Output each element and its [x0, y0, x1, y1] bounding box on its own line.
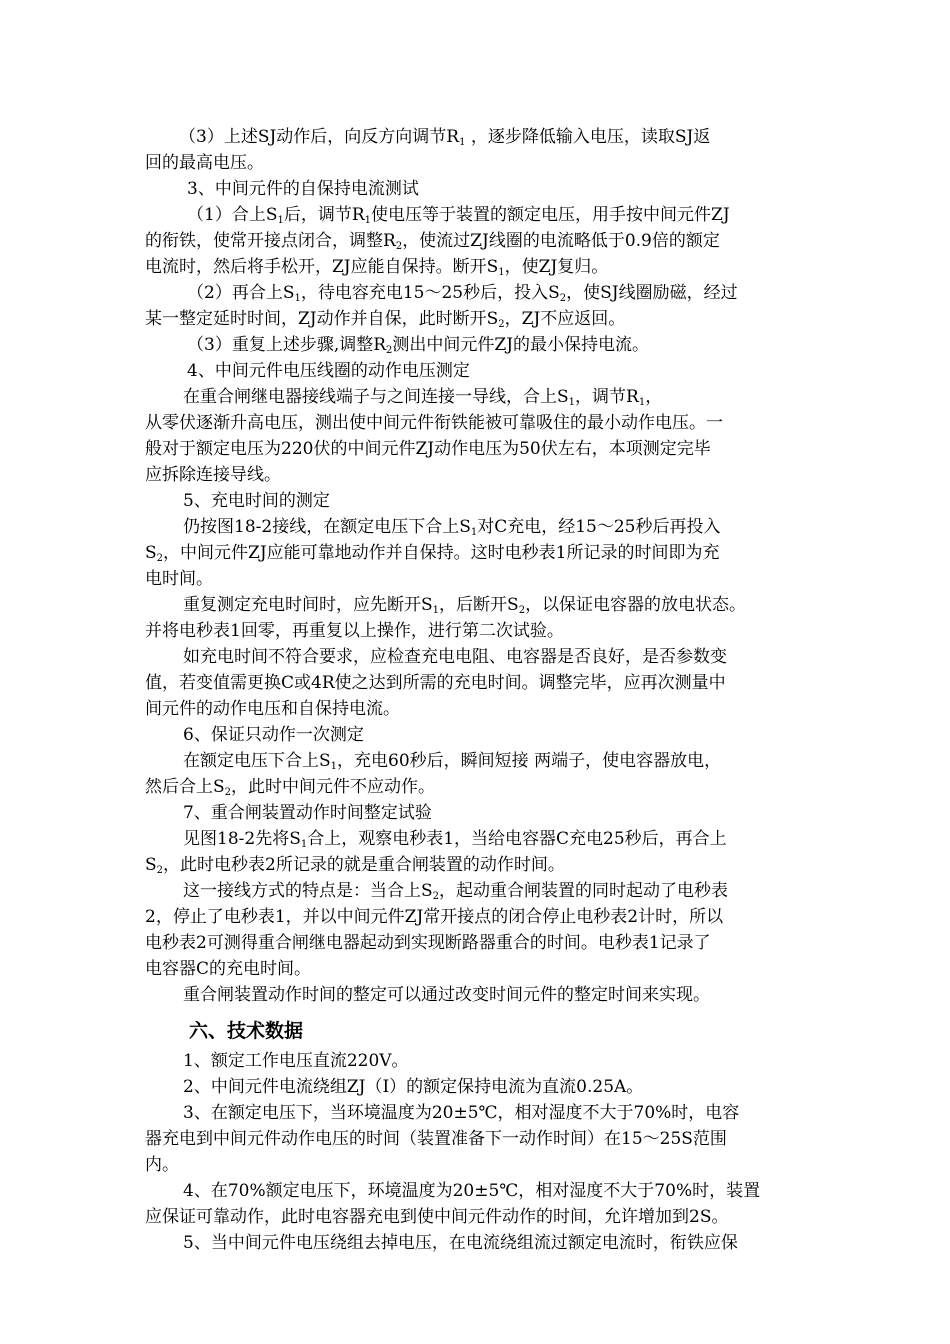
- text: 这一接线方式的特点是：当合上S: [183, 881, 433, 901]
- paragraph-line: [145, 202, 810, 228]
- subscript: 1: [300, 839, 308, 850]
- text: 重复测定充电时间时，应先断开S: [183, 595, 433, 615]
- paragraph-line: [145, 540, 810, 566]
- paragraph-line: 电秒表2可测得重合闸继电器起动到实现断路器重合的时间。电秒表1记录了: [145, 933, 711, 953]
- subscript: 1: [330, 761, 338, 772]
- paragraph-line: [145, 826, 810, 852]
- text: 测出中间元件ZJ的最小保持电流。: [392, 335, 650, 355]
- paragraph-line: 般对于额定电压为220伏的中间元件ZJ动作电压为50伏左右，本项测定完毕: [145, 439, 711, 459]
- text: ，起动重合闸装置的同时起动了电秒表: [439, 881, 729, 901]
- paragraph-line: [145, 150, 810, 176]
- text: ，中间元件ZJ应能可靠地动作并自保持。这时电秒表1所记录的时间即为充: [163, 543, 720, 563]
- subscript: 1: [294, 293, 301, 304]
- text: 某一整定延时时间，ZJ动作并自保，此时断开S: [145, 309, 499, 329]
- item-7-title: 7、重合闸装置动作时间整定试验: [183, 803, 432, 823]
- paragraph-line: [145, 514, 810, 540]
- subscript: 2: [518, 605, 526, 616]
- text: （3）上述SJ动作后，向反方向调节R: [179, 127, 460, 147]
- text: 见图18-2先将S: [183, 829, 301, 849]
- subscript: 1: [364, 215, 372, 226]
- text: 使电压等于装置的额定电压，用手按中间元件ZJ: [371, 205, 730, 225]
- text: 然后合上S: [145, 777, 225, 797]
- text: ，逐步降低输入电压，读取SJ返: [465, 127, 711, 147]
- paragraph-line: 器充电到中间元件动作电压的时间（装置准备下一动作时间）在15～25S范围: [145, 1129, 727, 1149]
- item-5-title: 5、充电时间的测定: [183, 491, 330, 511]
- text: 在额定电压下合上S: [183, 751, 331, 771]
- subscript: 2: [432, 891, 440, 902]
- subscript: 2: [156, 865, 164, 876]
- text: S: [145, 543, 157, 563]
- tech-item-3: 3、在额定电压下，当环境温度为20±5℃，相对湿度不大于70%时，电容: [183, 1103, 740, 1123]
- tech-item-5: 5、当中间元件电压绕组去掉电压，在电流绕组流过额定电流时，衔铁应保: [183, 1233, 738, 1253]
- paragraph-line: 间元件的动作电压和自保持电流。: [145, 699, 400, 719]
- subscript: 1: [432, 605, 440, 616]
- text: 后，调节R: [283, 205, 365, 225]
- section-6-heading: 六、技术数据: [189, 1020, 304, 1042]
- paragraph-line: 应保证可靠动作，此时电容器充电到使中间元件动作的时间，允许增加到2S。: [145, 1207, 729, 1227]
- subscript: 1: [568, 397, 576, 408]
- paragraph-line: [145, 592, 810, 618]
- text: （3）重复上述步骤,调整R: [187, 335, 387, 355]
- text: （2）再合上S: [187, 283, 295, 303]
- text: 仍按图18-2接线，在额定电压下合上S: [183, 517, 471, 537]
- text: 合上，观察电秒表1，当给电容器C充电25秒后，再合上: [307, 829, 727, 849]
- text: S: [145, 855, 157, 875]
- item-6-title: 6、保证只动作一次测定: [183, 725, 364, 745]
- paragraph-line: 从零伏逐渐升高电压，测出使中间元件衔铁能被可靠吸住的最小动作电压。一: [145, 413, 723, 433]
- text: ，充电60秒后，瞬间短接 两端子，使电容器放电，: [337, 751, 722, 771]
- subscript: 2: [156, 553, 164, 564]
- text: ，调节R: [575, 387, 639, 407]
- tech-item-2: 2、中间元件电流绕组ZJ（I）的额定保持电流为直流0.25A。: [183, 1077, 644, 1097]
- text: ，后断开S: [439, 595, 519, 615]
- subscript: 1: [638, 397, 646, 408]
- subscript: 2: [386, 345, 393, 356]
- tech-item-1: 1、额定工作电压直流220V。: [183, 1051, 409, 1071]
- text: （1）合上S: [187, 205, 278, 225]
- paragraph-line: [145, 332, 810, 358]
- text: ，使流过ZJ线圈的电流略低于0.9倍的额定: [402, 231, 720, 251]
- paragraph-line: [145, 280, 810, 306]
- paragraph-line: [145, 748, 810, 774]
- paragraph-line: 内。: [145, 1155, 179, 1175]
- subscript: 2: [224, 787, 232, 798]
- paragraph-line: 重合闸装置动作时间的整定可以通过改变时间元件的整定时间来实现。: [183, 985, 710, 1005]
- text: ，待电容充电15～25秒后，投入S: [300, 283, 560, 303]
- text: ，此时电秒表2所记录的就是重合闸装置的动作时间。: [163, 855, 565, 875]
- paragraph-line: 值，若变值需更换C或4R使之达到所需的充电时间。调整完毕，应再次测量中: [145, 673, 726, 693]
- text: ，: [645, 387, 663, 407]
- text: ，此时中间元件不应动作。: [231, 777, 436, 797]
- text: 的衔铁，使常开接点闭合，调整R: [145, 231, 396, 251]
- text: 在重合闸继电器接线端子与之间连接一导线，合上S: [183, 387, 569, 407]
- document-page: [145, 124, 810, 1256]
- item-3-title: 3、中间元件的自保持电流测试: [187, 179, 419, 199]
- subscript: 2: [498, 319, 505, 330]
- text: ，使ZJ复归。: [504, 257, 609, 277]
- subscript: 1: [459, 137, 466, 148]
- paragraph-line: [145, 124, 810, 150]
- paragraph-line: [145, 878, 810, 904]
- paragraph-line: 应拆除连接导线。: [145, 465, 281, 485]
- paragraph-line: [145, 384, 810, 410]
- text: ，使SJ线圈励磁，经过: [566, 283, 738, 303]
- paragraph-line: [145, 306, 810, 332]
- text: ，ZJ不应返回。: [504, 309, 626, 329]
- item-4-title: 4、中间元件电压线圈的动作电压测定: [187, 361, 470, 381]
- paragraph-line: 2，停止了电秒表1，并以中间元件ZJ常开接点的闭合停止电秒表2计时，所以: [145, 907, 724, 927]
- subscript: 2: [559, 293, 567, 304]
- paragraph-line: [145, 228, 810, 254]
- paragraph-line: [145, 774, 810, 800]
- paragraph-line: 电时间。: [145, 569, 213, 589]
- text: 回的最高电压。: [145, 153, 264, 173]
- subscript: 2: [395, 241, 403, 252]
- text: ，以保证电容器的放电状态。: [525, 595, 747, 615]
- paragraph-line: [145, 254, 810, 280]
- text: 电流时，然后将手松开，ZJ应能自保持。断开S: [145, 257, 499, 277]
- paragraph-line: 如充电时间不符合要求，应检查充电电阻、电容器是否良好，是否参数变: [183, 647, 727, 667]
- paragraph-line: 并将电秒表1回零，再重复以上操作，进行第二次试验。: [145, 621, 564, 641]
- text: 对C充电，经15～25秒后再投入: [477, 517, 721, 537]
- tech-item-4: 4、在70%额定电压下，环境温度为20±5℃，相对湿度不大于70%时，装置: [183, 1181, 761, 1201]
- subscript: 1: [470, 527, 478, 538]
- subscript: 1: [498, 267, 505, 278]
- paragraph-line: 电容器C的充电时间。: [145, 959, 312, 979]
- subscript: 1: [277, 215, 284, 226]
- paragraph-line: [145, 852, 810, 878]
